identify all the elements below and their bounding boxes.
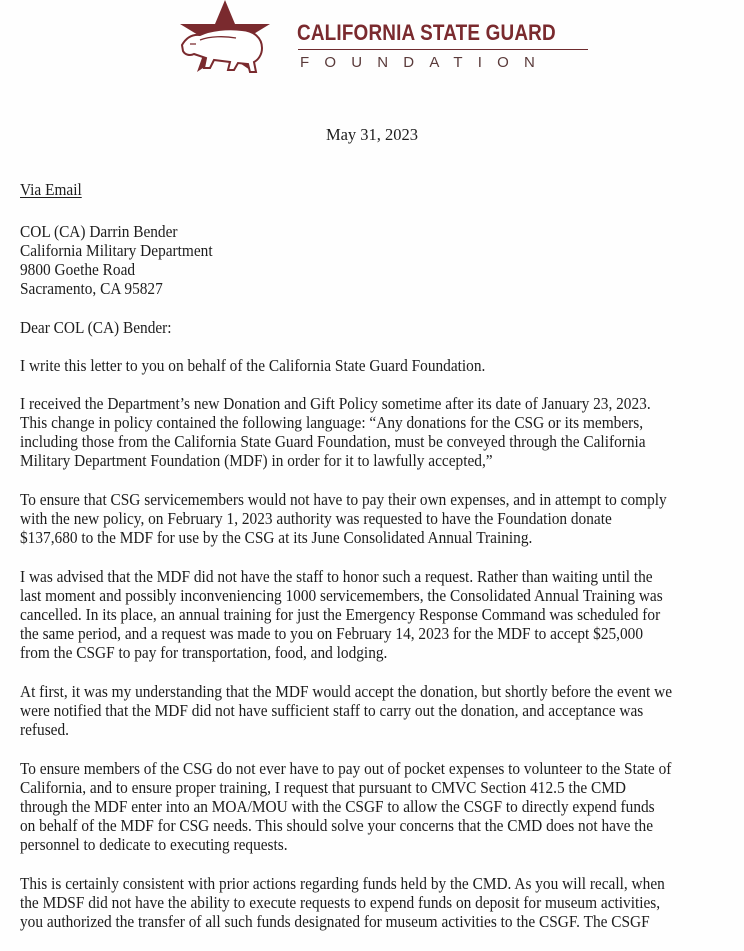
- paragraph-line: you authorized the transfer of all such funds designated for museum activities to the CSGF. The CSGF: [20, 912, 650, 931]
- paragraph-line: were notified that the MDF did not have sufficient staff to carry out the donation, and acceptance was: [20, 701, 644, 720]
- paragraph-line: To ensure that CSG servicemembers would not have to pay their own expenses, and in attempt to comply: [20, 490, 667, 509]
- recipient-line: 9800 Goethe Road: [20, 260, 136, 279]
- paragraph-line: the MDSF did not have the ability to execute requests to expend funds on deposit for museum activities,: [20, 893, 661, 912]
- salutation: Dear COL (CA) Bender:: [20, 318, 172, 337]
- paragraph-line: personnel to dedicate to executing requests.: [20, 835, 288, 854]
- paragraph-line: This change in policy contained the following language: “Any donations for the CSG or its members,: [20, 413, 644, 432]
- paragraph-line: At first, it was my understanding that the MDF would accept the donation, but shortly before the event we: [20, 682, 673, 701]
- paragraph-line: I write this letter to you on behalf of the California State Guard Foundation.: [20, 356, 486, 375]
- paragraph-line: including those from the California State Guard Foundation, must be conveyed through the California: [20, 432, 646, 451]
- paragraph-line: through the MDF enter into an MOA/MOU with the CSGF to allow the CSGF to directly expend funds: [20, 797, 655, 816]
- paragraph-line: refused.: [20, 720, 69, 739]
- star-bear-logo-icon: [170, 0, 295, 80]
- recipient-line: COL (CA) Darrin Bender: [20, 222, 178, 241]
- paragraph-line: cancelled. In its place, an annual training for just the Emergency Response Command was scheduled for: [20, 605, 661, 624]
- letter-date: May 31, 2023: [325, 125, 419, 144]
- paragraph-line: $137,680 to the MDF for use by the CSG at its June Consolidated Annual Training.: [20, 528, 533, 547]
- letterhead-divider: [298, 49, 588, 50]
- paragraph-line: with the new policy, on February 1, 2023 authority was requested to have the Foundation donate: [20, 509, 612, 528]
- paragraph-line: To ensure members of the CSG do not ever have to pay out of pocket expenses to volunteer to the State of: [20, 759, 672, 778]
- paragraph-line: I received the Department’s new Donation and Gift Policy sometime after its date of January 23, 2023.: [20, 394, 651, 413]
- paragraph-line: from the CSGF to pay for transportation, food, and lodging.: [20, 643, 388, 662]
- letterhead: [170, 0, 590, 86]
- paragraph-line: This is certainly consistent with prior actions regarding funds held by the CMD. As you will recall, when: [20, 874, 665, 893]
- paragraph-line: the same period, and a request was made to you on February 14, 2023 for the MDF to accept $25,000: [20, 624, 644, 643]
- recipient-line: California Military Department: [20, 241, 213, 260]
- recipient-line: Sacramento, CA 95827: [20, 279, 163, 298]
- paragraph-line: California, and to ensure proper training, I request that pursuant to CMVC Section 412.5 the CMD: [20, 778, 627, 797]
- paragraph-line: last moment and possibly inconveniencing 1000 servicemembers, the Consolidated Annual Training was: [20, 586, 663, 605]
- paragraph-line: Military Department Foundation (MDF) in order for it to lawfully accepted,”: [20, 451, 493, 470]
- paragraph-line: I was advised that the MDF did not have the staff to honor such a request. Rather than waiting until the: [20, 567, 653, 586]
- org-name: CALIFORNIA STATE GUARD: [297, 20, 556, 45]
- paragraph-line: on behalf of the MDF for CSG needs. This should solve your concerns that the CMD does not have the: [20, 816, 654, 835]
- delivery-method: Via Email: [20, 180, 82, 199]
- org-subtitle: FOUNDATION: [300, 54, 551, 71]
